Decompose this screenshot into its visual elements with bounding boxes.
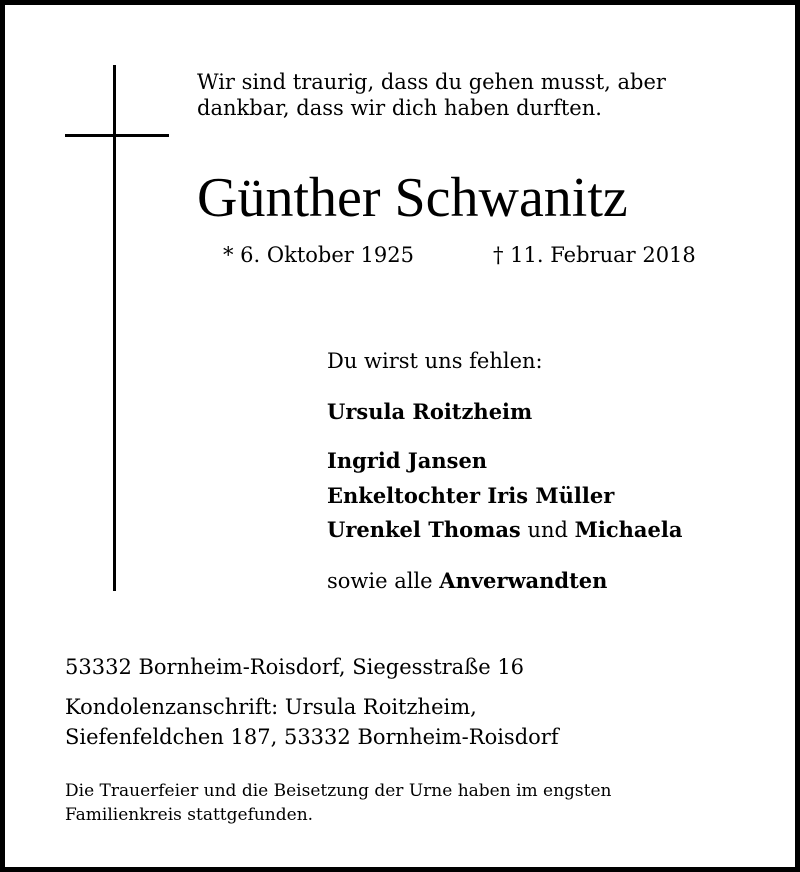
condolence-line-1: Kondolenzanschrift: Ursula Roitzheim, xyxy=(65,695,477,719)
condolence-address xyxy=(65,692,559,752)
mourner-2: Ingrid Jansen xyxy=(327,448,488,473)
funeral-note xyxy=(65,779,612,827)
funeral-note-line-2: Familienkreis stattgefunden. xyxy=(65,805,314,825)
cross-horizontal-bar xyxy=(65,134,169,137)
mourner-5-name: Anverwandten xyxy=(439,568,608,593)
quote-line-1: Wir sind traurig, dass du gehen musst, aber xyxy=(197,70,666,94)
mourner-4-name-a: Urenkel Thomas xyxy=(327,517,521,542)
address: 53332 Bornheim-Roisdorf, Siegesstraße 16 xyxy=(65,655,525,679)
birth-date: * 6. Oktober 1925 xyxy=(223,243,414,267)
cross-vertical-bar xyxy=(113,65,116,591)
death-date: † 11. Februar 2018 xyxy=(493,243,696,267)
mourner-5 xyxy=(327,567,607,595)
mourner-3: Enkeltochter Iris Müller xyxy=(327,483,615,508)
mourner-5-prefix: sowie alle xyxy=(327,569,440,593)
funeral-note-line-1: Die Trauerfeier und die Beisetzung der Urne haben im engsten xyxy=(65,781,612,801)
mourner-4-name-b: Michaela xyxy=(574,517,683,542)
mourner-4-conjunction: und xyxy=(520,518,575,542)
mourners-intro: Du wirst uns fehlen: xyxy=(327,349,543,373)
mourner-4 xyxy=(327,516,682,544)
quote xyxy=(197,69,666,121)
mourner-1: Ursula Roitzheim xyxy=(327,399,533,424)
deceased-name: Günther Schwanitz xyxy=(197,167,628,229)
condolence-line-2: Siefenfeldchen 187, 53332 Bornheim-Roisdorf xyxy=(65,725,559,749)
quote-line-2: dankbar, dass wir dich haben durften. xyxy=(197,96,602,120)
